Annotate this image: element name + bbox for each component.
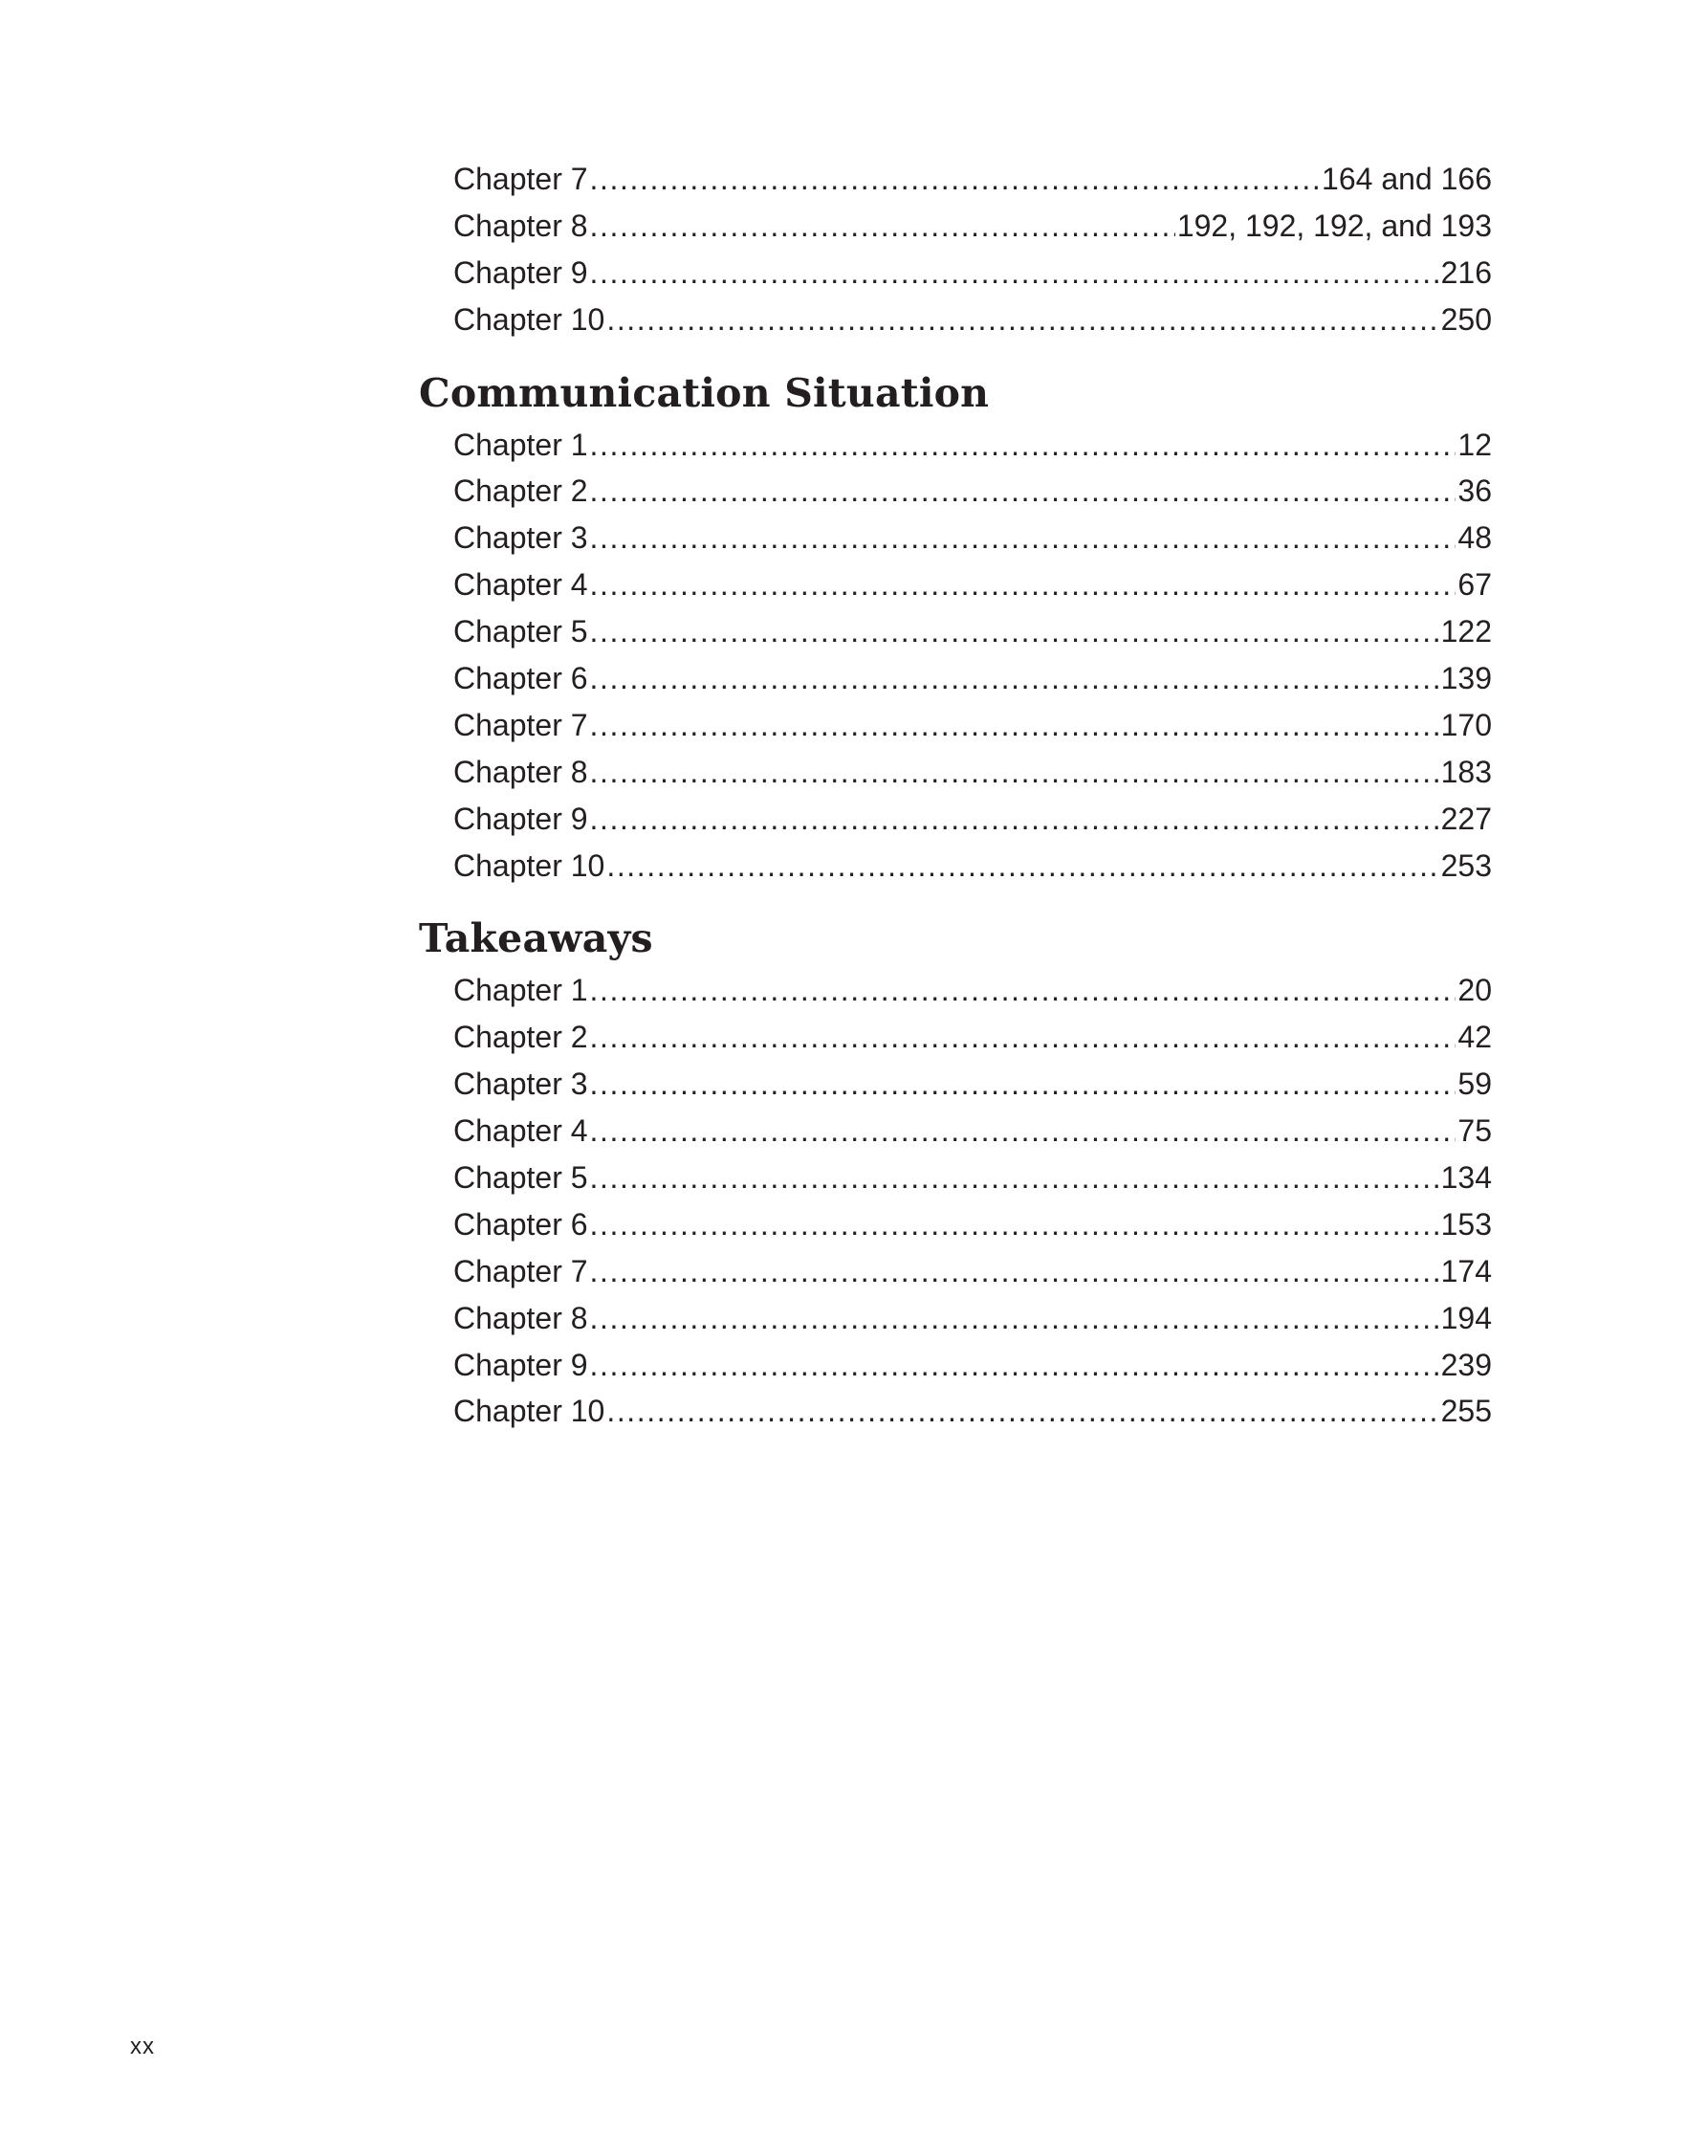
toc-entry	[453, 1388, 1492, 1435]
toc-entry	[453, 203, 1492, 250]
toc-entry-list	[419, 156, 1492, 343]
toc-entry-label: Chapter 9	[453, 801, 588, 836]
toc-entry-page: 227	[1440, 801, 1492, 836]
toc-entry	[453, 1061, 1492, 1108]
toc-entry-page: 36	[1457, 473, 1492, 509]
dot-leader	[606, 297, 1438, 343]
dot-leader	[590, 702, 1439, 749]
section-heading: Communication Situation	[419, 369, 990, 416]
toc-entry-page: 67	[1457, 567, 1492, 603]
toc-entry	[453, 1342, 1492, 1389]
table-of-contents	[419, 156, 1492, 1435]
toc-entry-label: Chapter 10	[453, 847, 605, 883]
toc-section	[419, 370, 1492, 890]
toc-entry-page: 59	[1457, 1067, 1492, 1102]
toc-entry-page: 20	[1457, 973, 1492, 1008]
dot-leader	[590, 749, 1439, 796]
toc-entry-label: Chapter 8	[453, 754, 588, 789]
toc-entry	[453, 1155, 1492, 1201]
toc-entry-label: Chapter 8	[453, 1300, 588, 1335]
toc-section	[419, 156, 1492, 343]
toc-entry	[453, 561, 1492, 608]
toc-entry-page: 183	[1440, 754, 1492, 789]
toc-entry-page: 194	[1440, 1300, 1492, 1335]
toc-entry-label: Chapter 6	[453, 1206, 588, 1242]
toc-entry-label: Chapter 1	[453, 427, 588, 462]
toc-entry-label: Chapter 5	[453, 614, 588, 649]
toc-entry-label: Chapter 3	[453, 1067, 588, 1102]
toc-entry-label: Chapter 8	[453, 208, 588, 243]
toc-entry-label: Chapter 9	[453, 1347, 588, 1382]
toc-entry-page: 42	[1457, 1020, 1492, 1055]
dot-leader	[606, 1388, 1438, 1435]
toc-entry-page: 12	[1457, 427, 1492, 462]
toc-entry	[453, 468, 1492, 515]
toc-entry-page: 48	[1457, 520, 1492, 556]
toc-entry-label: Chapter 6	[453, 661, 588, 696]
toc-entry-page: 170	[1440, 707, 1492, 742]
dot-leader	[590, 655, 1439, 702]
toc-entry	[453, 843, 1492, 890]
dot-leader	[590, 1108, 1456, 1155]
toc-entry-page: 122	[1440, 614, 1492, 649]
toc-entry	[453, 749, 1492, 796]
dot-leader	[590, 250, 1439, 297]
toc-entry	[453, 1248, 1492, 1295]
toc-entry	[453, 156, 1492, 203]
dot-leader	[590, 422, 1456, 469]
toc-entry-label: Chapter 10	[453, 1394, 605, 1429]
toc-entry	[453, 1201, 1492, 1248]
toc-entry	[453, 297, 1492, 343]
toc-entry-list	[419, 422, 1492, 890]
toc-entry-label: Chapter 9	[453, 254, 588, 290]
toc-entry	[453, 967, 1492, 1014]
dot-leader	[590, 967, 1456, 1014]
dot-leader	[590, 1014, 1456, 1061]
toc-entry-label: Chapter 1	[453, 973, 588, 1008]
toc-entry-page: 153	[1440, 1206, 1492, 1242]
dot-leader	[590, 1248, 1439, 1295]
toc-entry	[453, 1014, 1492, 1061]
toc-entry-page: 174	[1440, 1253, 1492, 1288]
toc-entry	[453, 702, 1492, 749]
dot-leader	[590, 1201, 1439, 1248]
toc-entry-label: Chapter 4	[453, 567, 588, 603]
dot-leader	[590, 156, 1321, 203]
dot-leader	[590, 1061, 1456, 1108]
toc-entry	[453, 250, 1492, 297]
dot-leader	[590, 1155, 1439, 1201]
toc-entry-page: 253	[1440, 847, 1492, 883]
toc-entry	[453, 422, 1492, 469]
dot-leader	[590, 468, 1456, 515]
dot-leader	[590, 796, 1439, 843]
page-number: xx	[130, 2034, 155, 2059]
toc-entry-label: Chapter 10	[453, 301, 605, 337]
toc-entry	[453, 1108, 1492, 1155]
toc-entry-label: Chapter 2	[453, 473, 588, 509]
toc-entry-page: 216	[1440, 254, 1492, 290]
toc-entry-label: Chapter 7	[453, 1253, 588, 1288]
dot-leader	[590, 515, 1456, 561]
toc-entry-label: Chapter 2	[453, 1020, 588, 1055]
toc-entry	[453, 608, 1492, 655]
toc-entry-page: 139	[1440, 661, 1492, 696]
toc-entry-page: 134	[1440, 1160, 1492, 1196]
dot-leader	[606, 843, 1438, 890]
toc-entry-page: 192, 192, 192, and 193	[1176, 208, 1492, 243]
dot-leader	[590, 1295, 1439, 1342]
toc-entry	[453, 515, 1492, 561]
toc-section	[419, 915, 1492, 1435]
toc-entry-label: Chapter 5	[453, 1160, 588, 1196]
toc-entry-label: Chapter 7	[453, 162, 588, 196]
toc-entry-page: 75	[1457, 1113, 1492, 1149]
toc-entry-list	[419, 967, 1492, 1435]
dot-leader	[590, 1342, 1439, 1389]
toc-entry-page: 255	[1440, 1394, 1492, 1429]
section-heading: Takeaways	[419, 915, 653, 962]
toc-entry	[453, 796, 1492, 843]
toc-entry	[453, 1295, 1492, 1342]
toc-entry-page: 250	[1440, 301, 1492, 337]
toc-entry-label: Chapter 3	[453, 520, 588, 556]
dot-leader	[590, 608, 1439, 655]
toc-entry-page: 164 and 166	[1322, 162, 1492, 196]
dot-leader	[590, 561, 1456, 608]
toc-entry-label: Chapter 7	[453, 707, 588, 742]
toc-entry-page: 239	[1440, 1347, 1492, 1382]
toc-entry	[453, 655, 1492, 702]
toc-entry-label: Chapter 4	[453, 1113, 588, 1149]
dot-leader	[590, 203, 1175, 250]
